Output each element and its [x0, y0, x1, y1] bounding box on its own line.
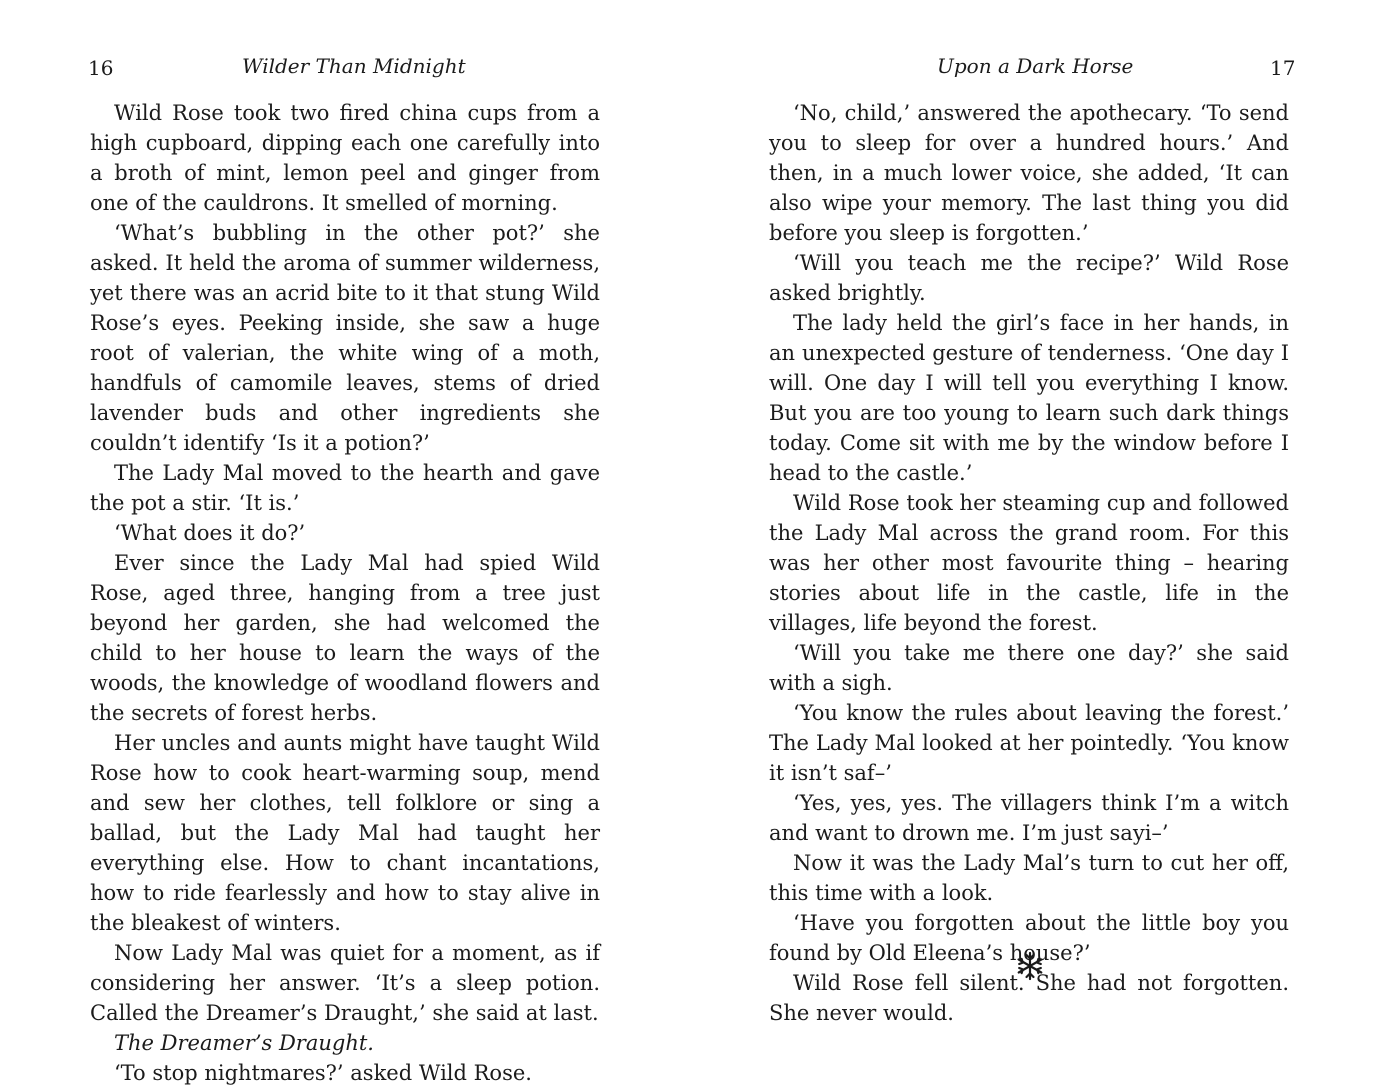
left-page-number: 16: [88, 56, 114, 80]
paragraph: Wild Rose fell silent. She had not forgotten. She never would.: [769, 971, 1289, 1025]
italic-paragraph: The Dreamer’s Draught.: [114, 1031, 374, 1055]
paragraph: ‘Will you take me there one day?’ she said with a sigh.: [769, 641, 1289, 695]
paragraph: ‘Will you teach me the recipe?’ Wild Rose asked brightly.: [769, 251, 1289, 305]
paragraph: ‘No, child,’ answered the apothecary. ‘To send you to sleep for over a hundred hours.’ And then, in a much lower voice, she added, ‘It can also wipe your memory. The last thing you did before you sleep is forgotten.’: [769, 101, 1289, 245]
paragraph: ‘What does it do?’: [114, 521, 306, 545]
left-page-body: [90, 98, 600, 1088]
paragraph: Now Lady Mal was quiet for a moment, as if considering her answer. ‘It’s a sleep potion. Called the Dreamer’s Draught,’ she said at last.: [90, 941, 600, 1025]
left-page: [0, 0, 692, 1085]
paragraph: Wild Rose took two fired china cups from a high cupboard, dipping each one carefully into a broth of mint, lemon peel and ginger from one of the cauldrons. It smelled of morning.: [90, 101, 600, 215]
right-running-head: Upon a Dark Horse: [937, 54, 1134, 78]
paragraph: ‘Have you forgotten about the little boy you found by Old Eleena’s house?’: [769, 911, 1289, 965]
paragraph: Ever since the Lady Mal had spied Wild Rose, aged three, hanging from a tree just beyond her garden, she had welcomed the child to her house to learn the ways of the woods, the knowledge of woodland flowers and the secrets of forest herbs.: [90, 551, 600, 725]
right-page-number: 17: [1270, 56, 1296, 80]
paragraph: Wild Rose took her steaming cup and followed the Lady Mal across the grand room. For this was her other most favourite thing – hearing stories about life in the castle, life in the villages, life beyond the forest.: [769, 491, 1289, 635]
paragraph: Her uncles and aunts might have taught Wild Rose how to cook heart-warming soup, mend and sew her clothes, tell folklore or sing a ballad, but the Lady Mal had taught her everything else. How to chant incantations, how to ride fearlessly and how to stay alive in the bleakest of winters.: [90, 731, 600, 935]
right-page-body: [769, 98, 1289, 1028]
paragraph: ‘What’s bubbling in the other pot?’ she asked. It held the aroma of summer wilderness, yet there was an acrid bite to it that stung Wild Rose’s eyes. Peeking inside, she saw a huge root of valerian, the white wing of a moth, handfuls of camomile leaves, stems of dried lavender buds and other ingredients she couldn’t identify ‘Is it a potion?’: [90, 221, 600, 455]
paragraph: Now it was the Lady Mal’s turn to cut her off, this time with a look.: [769, 851, 1289, 905]
paragraph: The Lady Mal moved to the hearth and gave the pot a stir. ‘It is.’: [90, 461, 600, 515]
paragraph: The lady held the girl’s face in her hands, in an unexpected gesture of tenderness. ‘One day I will. One day I will tell you everything I know. But you are too young to learn such dark things today. Come sit with me by the window before I head to the castle.’: [769, 311, 1289, 485]
left-running-head: Wilder Than Midnight: [242, 54, 466, 78]
right-page: [692, 0, 1384, 1080]
paragraph: ‘Yes, yes, yes. The villagers think I’m a witch and want to drown me. I’m just sayi–’: [769, 791, 1289, 845]
paragraph: ‘To stop nightmares?’ asked Wild Rose.: [114, 1061, 532, 1085]
snowflake-ornament-icon: [1014, 950, 1046, 982]
paragraph: ‘You know the rules about leaving the forest.’ The Lady Mal looked at her pointedly. ‘You know it isn’t saf–’: [769, 701, 1289, 785]
